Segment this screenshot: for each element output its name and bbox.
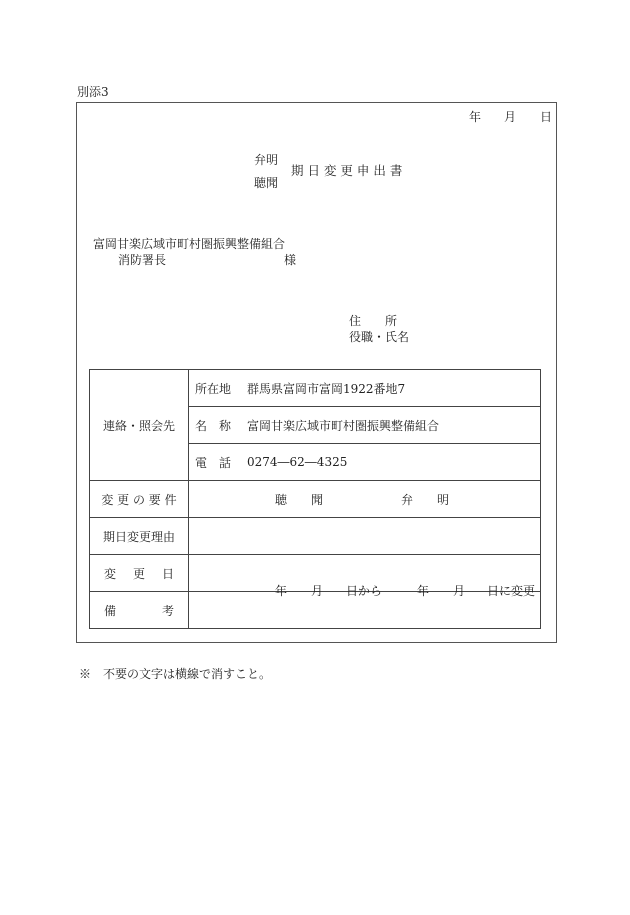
name-row	[189, 407, 541, 444]
name-value: 富岡甘楽広域市町村圏振興整備組合	[247, 418, 440, 433]
from-year: 年	[275, 584, 288, 598]
reason-value	[189, 518, 541, 555]
tel-row	[189, 444, 541, 481]
to-day: 日に変更	[487, 584, 536, 598]
date-day: 日	[540, 110, 553, 124]
addressee-honorific: 様	[284, 253, 297, 267]
applicant-address-label: 住 所	[349, 314, 398, 328]
footnote: ※ 不要の文字は横線で消すこと。	[79, 667, 272, 681]
location-row	[189, 370, 541, 407]
applicant-name-label: 役職・氏名	[349, 330, 410, 344]
change-date-row	[189, 555, 541, 598]
location-label: 所在地	[195, 381, 232, 396]
remarks-char: 備	[104, 603, 117, 618]
from-day: 日から	[346, 584, 383, 598]
change-date-label	[90, 555, 189, 592]
tel-value: 0274―62―4325	[247, 455, 348, 469]
tel-label: 電 話	[195, 455, 232, 470]
title-option-choumon: 聴聞	[254, 176, 279, 190]
change-date-char: 変	[104, 566, 117, 581]
contact-table	[89, 369, 541, 629]
requirement-choumon: 聴 聞	[275, 492, 324, 507]
requirement-label: 変 更 の 要 件	[90, 481, 189, 518]
remarks-label	[90, 592, 189, 629]
name-label: 名 称	[195, 418, 232, 433]
change-date-char: 日	[161, 566, 174, 581]
document-title: 期 日 変 更 申 出 書	[291, 163, 403, 178]
addressee-office: 消防署長	[118, 253, 167, 267]
title-option-benmei: 弁明	[254, 153, 279, 167]
date-month: 月	[504, 110, 517, 124]
addressee-org: 富岡甘楽広域市町村圏振興整備組合	[93, 237, 286, 251]
attachment-label: 別添3	[77, 85, 109, 99]
reason-label: 期日変更理由	[90, 518, 189, 555]
contact-label: 連絡・照会先	[90, 370, 189, 481]
location-value: 群馬県富岡市富岡1922番地7	[247, 381, 406, 396]
change-date-char: 更	[132, 566, 145, 581]
requirement-benmei: 弁 明	[401, 492, 450, 507]
remarks-char: 考	[161, 603, 174, 618]
date-year: 年	[469, 110, 482, 124]
to-year: 年	[417, 584, 430, 598]
to-month: 月	[453, 584, 466, 598]
from-month: 月	[311, 584, 324, 598]
requirement-row	[189, 481, 541, 518]
